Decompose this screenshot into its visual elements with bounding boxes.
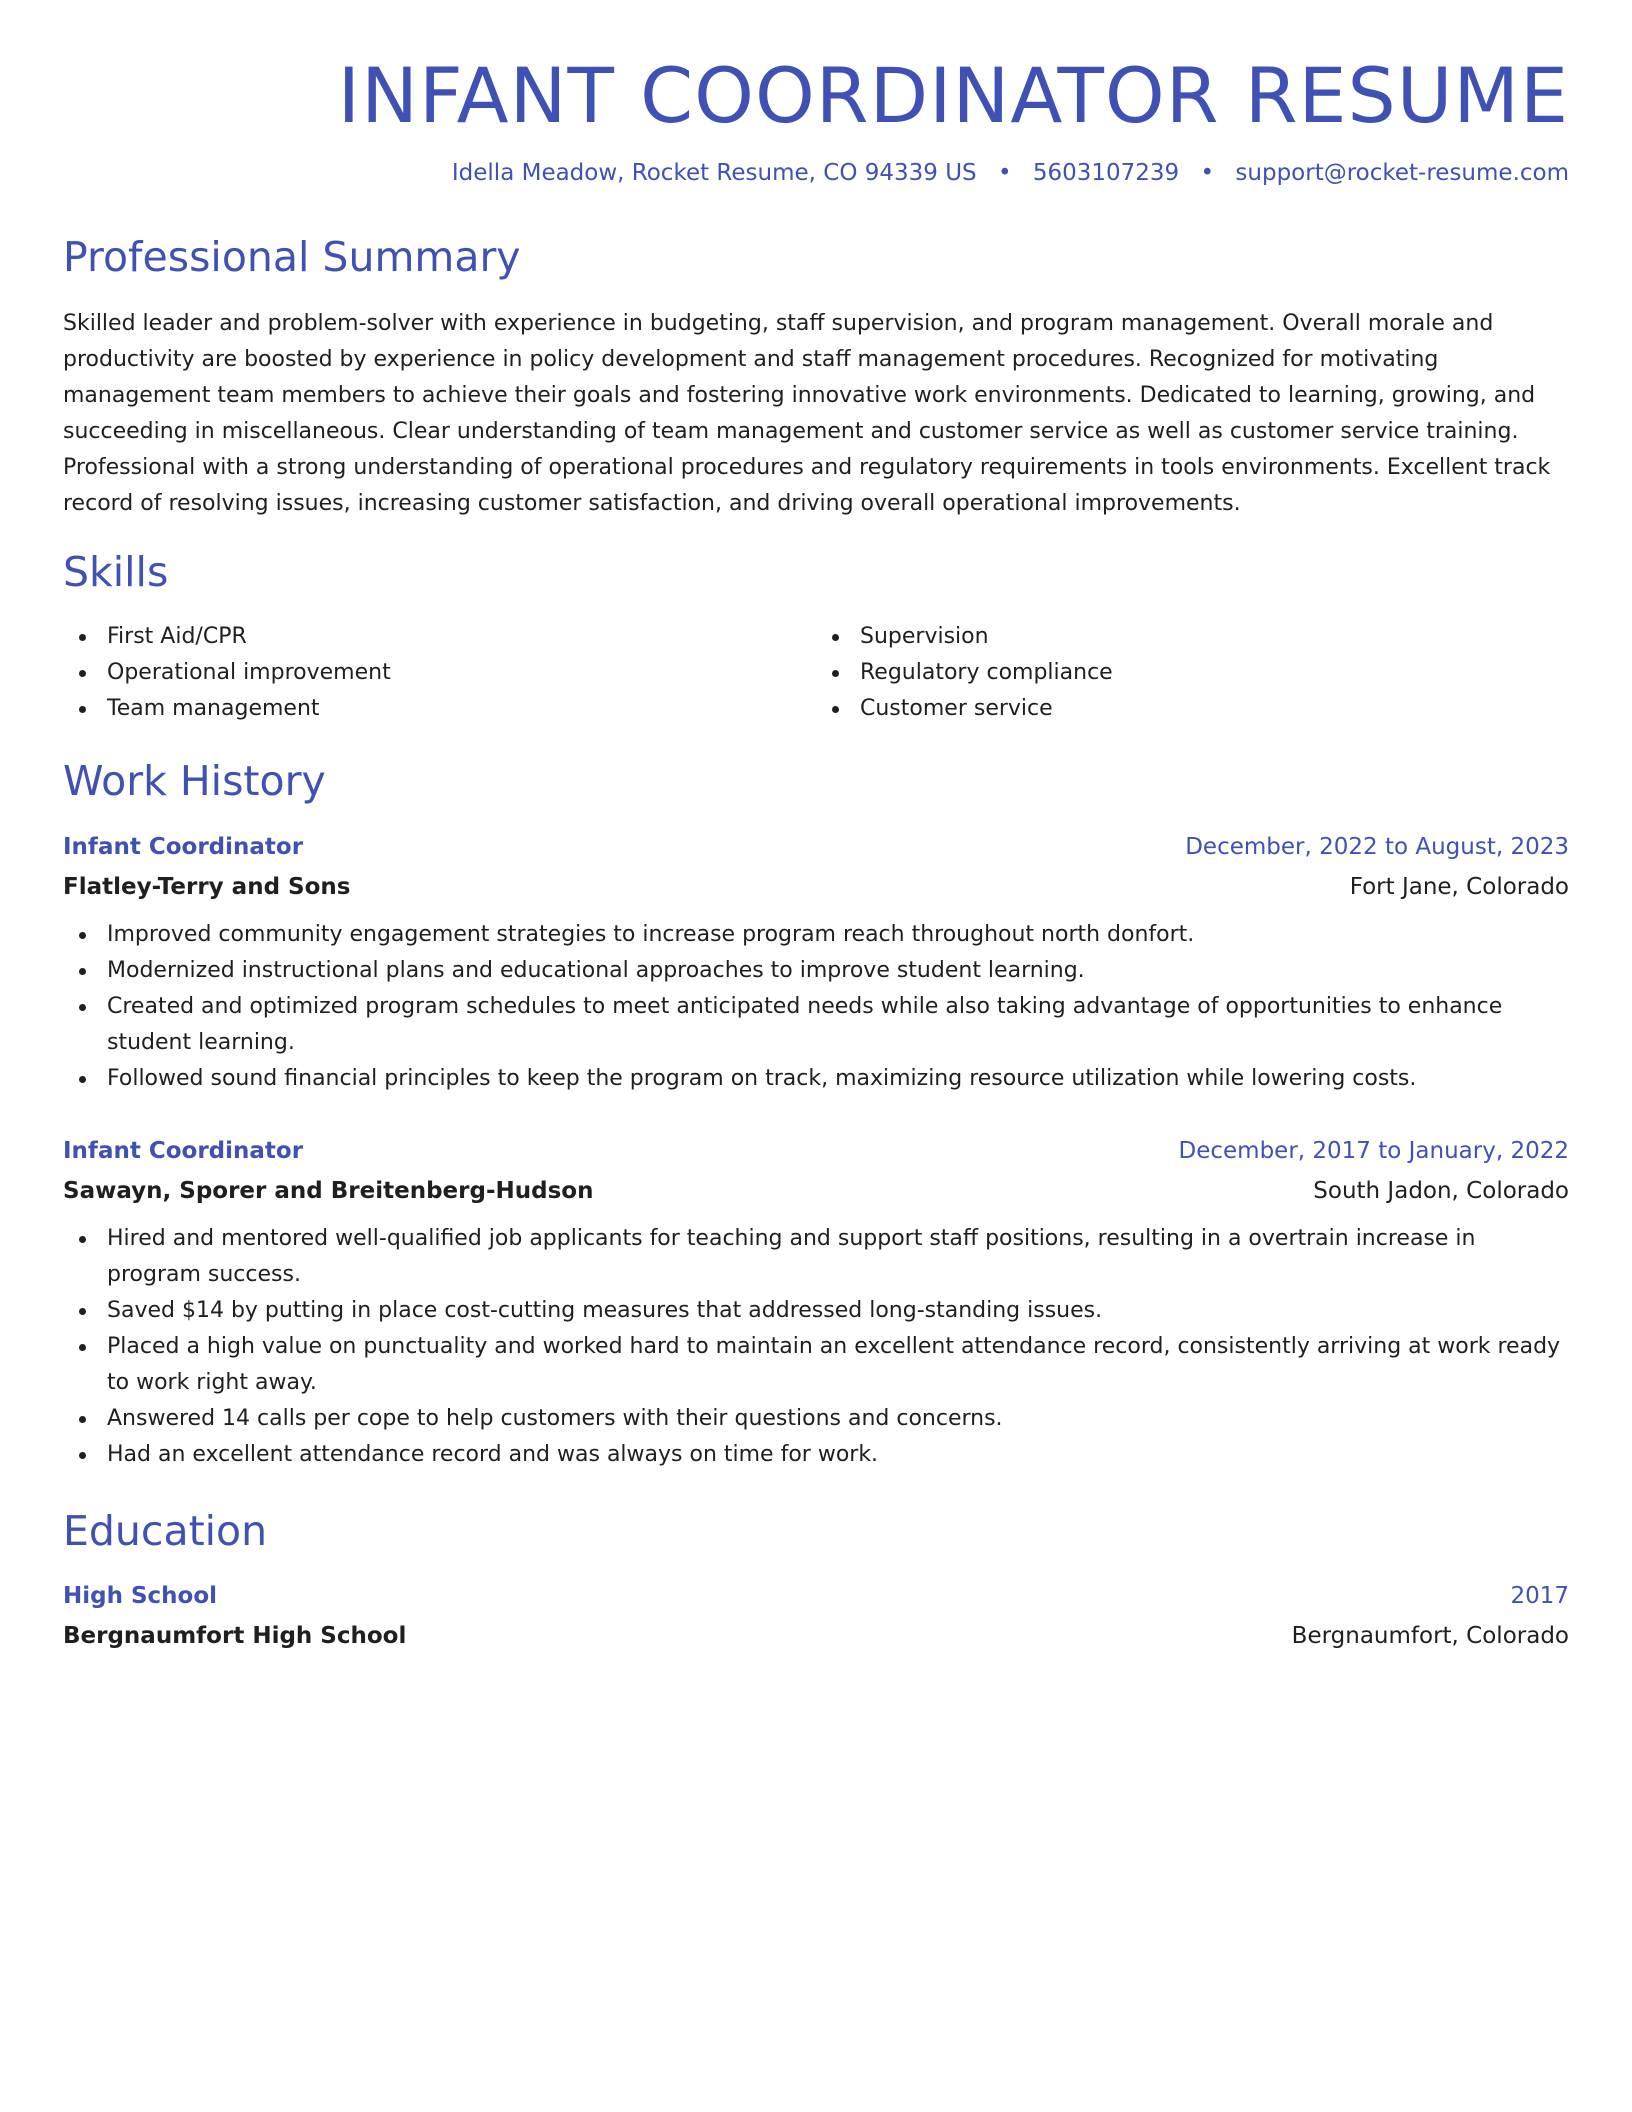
section-heading-work: Work History: [63, 757, 326, 806]
skills-grid: [63, 619, 1569, 727]
job-title-row: [63, 829, 1569, 865]
job-role: Infant Coordinator: [63, 1137, 304, 1164]
education-entry: [63, 1578, 1569, 1654]
professional-summary-section: [63, 233, 1569, 522]
resume-header: [63, 0, 1569, 189]
contact-address: Idella Meadow, Rocket Resume, CO 94339 US: [451, 160, 977, 187]
job-title-row: [63, 1133, 1569, 1169]
education-location: Bergnaumfort, Colorado: [1291, 1622, 1569, 1649]
job-company-row: [63, 1169, 1569, 1209]
job-entry: [63, 1133, 1569, 1473]
contact-separator: •: [1200, 160, 1215, 187]
contact-line: [63, 159, 1569, 189]
education-degree-row: [63, 1578, 1569, 1614]
skill-item: Customer service: [816, 691, 1569, 727]
section-heading-skills: Skills: [63, 548, 169, 597]
skill-item: Operational improvement: [63, 655, 816, 691]
skill-item: Supervision: [816, 619, 1569, 655]
job-location: South Jadon, Colorado: [1313, 1177, 1569, 1204]
education-degree: High School: [63, 1582, 218, 1609]
job-company: Sawayn, Sporer and Breitenberg-Hudson: [63, 1177, 594, 1204]
summary-text: Skilled leader and problem-solver with experience in budgeting, staff supervision, and program management. Overall morale and productivity are boosted by experience in policy development and staff management procedures. Recognized for motivating management team members to achieve their goals and fostering innovative work environments. Dedicated to learning, growing, and succeeding in miscellaneous. Clear understanding of team management and customer service as well as customer service training. Professional with a strong understanding of operational procedures and regulatory requirements in tools environments. Excellent track record of resolving issues, increasing customer satisfaction, and driving overall operational improvements.: [63, 311, 1551, 517]
skill-item: First Aid/CPR: [63, 619, 816, 655]
section-heading-education: Education: [63, 1506, 268, 1555]
job-company: Flatley-Terry and Sons: [63, 873, 351, 900]
skills-list-right: [816, 619, 1569, 727]
job-bullet: Hired and mentored well-qualified job applicants for teaching and support staff positions, resulting in a overtrain increase in program success.: [63, 1221, 1569, 1293]
skill-item: Team management: [63, 691, 816, 727]
education-section: [63, 1507, 1569, 1654]
education-school: Bergnaumfort High School: [63, 1622, 407, 1649]
job-bullet: Created and optimized program schedules to meet anticipated needs while also taking advantage of opportunities to enhance student learning.: [63, 989, 1569, 1061]
education-year: 2017: [1510, 1582, 1569, 1609]
job-bullets: [63, 1221, 1569, 1473]
job-entry: [63, 829, 1569, 1097]
job-dates: December, 2017 to January, 2022: [1178, 1137, 1569, 1164]
job-dates: December, 2022 to August, 2023: [1185, 833, 1569, 860]
contact-separator: •: [997, 160, 1012, 187]
work-history-section: [63, 757, 1569, 1472]
skills-section: [63, 548, 1569, 727]
education-school-row: [63, 1614, 1569, 1654]
skills-list-left: [63, 619, 816, 727]
job-bullet: Saved $14 by putting in place cost-cutting measures that addressed long-standing issues.: [63, 1293, 1569, 1329]
job-location: Fort Jane, Colorado: [1349, 873, 1569, 900]
page-title: INFANT COORDINATOR RESUME: [337, 51, 1569, 140]
job-bullet: Had an excellent attendance record and was always on time for work.: [63, 1437, 1569, 1473]
job-bullet: Answered 14 calls per cope to help customers with their questions and concerns.: [63, 1401, 1569, 1437]
job-bullets: [63, 917, 1569, 1097]
job-bullet: Improved community engagement strategies to increase program reach throughout north donfort.: [63, 917, 1569, 953]
job-bullet: Modernized instructional plans and educational approaches to improve student learning.: [63, 953, 1569, 989]
skill-item: Regulatory compliance: [816, 655, 1569, 691]
job-bullet: Placed a high value on punctuality and worked hard to maintain an excellent attendance record, consistently arriving at work ready to work right away.: [63, 1329, 1569, 1401]
job-bullet: Followed sound financial principles to keep the program on track, maximizing resource utilization while lowering costs.: [63, 1061, 1569, 1097]
job-role: Infant Coordinator: [63, 833, 304, 860]
contact-phone[interactable]: 5603107239: [1032, 160, 1180, 187]
job-company-row: [63, 865, 1569, 905]
section-heading-summary: Professional Summary: [63, 233, 521, 282]
contact-email[interactable]: support@rocket-resume.com: [1235, 160, 1569, 187]
